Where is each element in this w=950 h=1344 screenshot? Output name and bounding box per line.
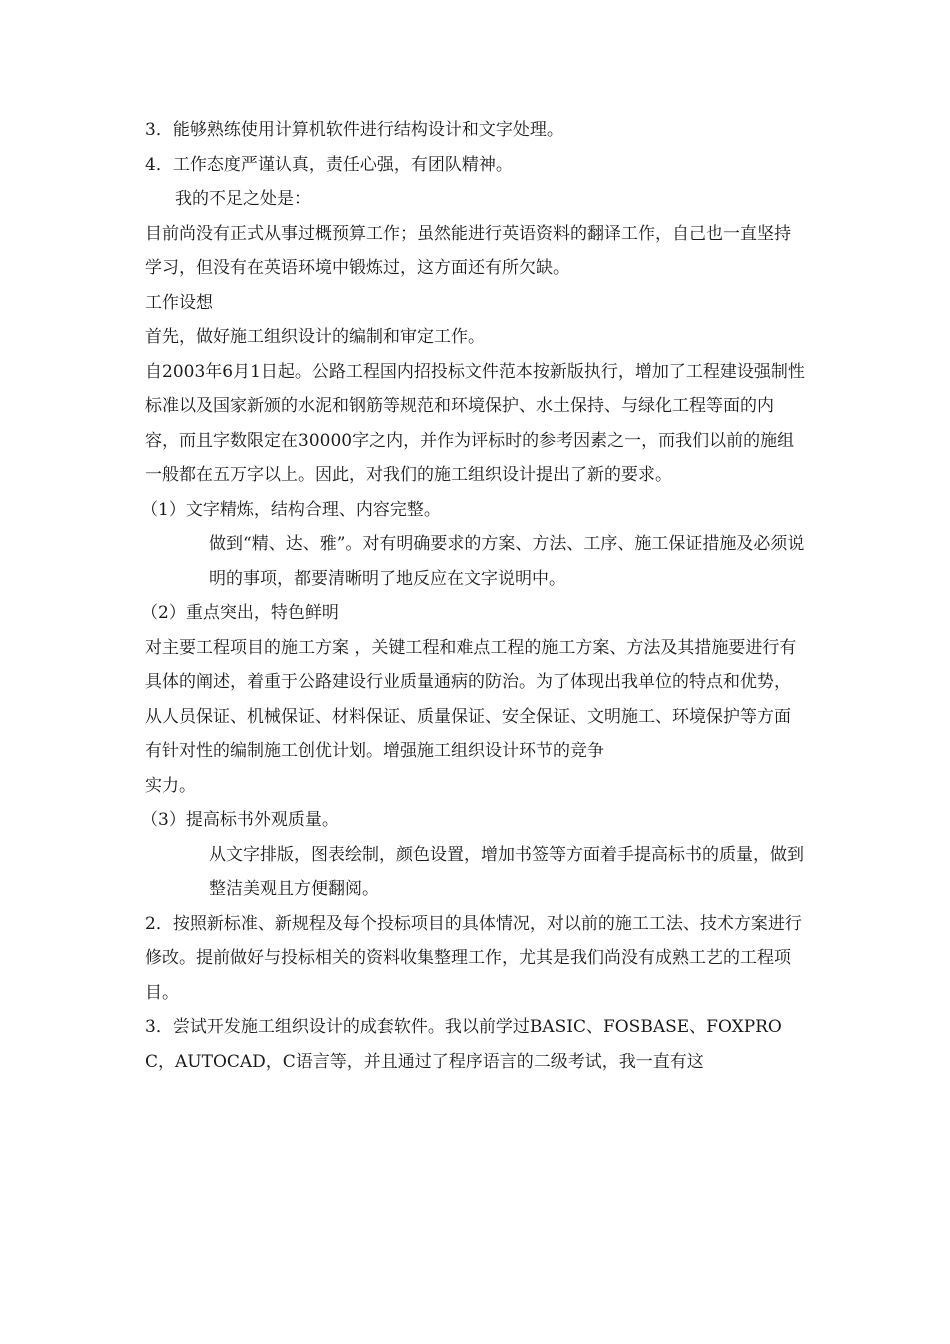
paragraph-point-2: 2．按照新标准、新规程及每个投标项目的具体情况，对以前的施工工法、技术方案进行修改。提前做好与投标相关的资料收集整理工作，尤其是我们尚没有成熟工艺的工程项目。: [145, 913, 802, 1003]
section-heading-work-plan: 工作设想: [145, 292, 213, 313]
paragraph-skill-3: 3．能够熟练使用计算机软件进行结构设计和文字处理。: [145, 120, 564, 140]
item-heading-3: （3）提高标书外观质量。: [141, 810, 339, 830]
paragraph-first: 首先，做好施工组织设计的编制和审定工作。: [145, 327, 485, 347]
paragraph-shortcomings-heading: 我的不足之处是：: [175, 189, 311, 209]
paragraph-shortcomings: 目前尚没有正式从事过概预算工作；虽然能进行英语资料的翻译工作，自己也一直坚持学习，但没有在英语环境中锻炼过，这方面还有所欠缺。: [145, 223, 791, 278]
item-body-1: 做到“精、达、雅”。对有明确要求的方案、方法、工序、施工保证措施及必须说明的事项，都要清晰明了地反应在文字说明中。: [209, 534, 805, 589]
paragraph-point-3: 3．尝试开发施工组织设计的成套软件。我以前学过BASIC、FOSBASE、FOXPROC，AUTOCAD，C语言等，并且通过了程序语言的二级考试，我一直有这: [145, 1017, 782, 1072]
item-body-3: 从文字排版，图表绘制，颜色设置，增加书签等方面着手提高标书的质量，做到整洁美观且方便翻阅。: [209, 844, 804, 899]
item-heading-1: （1）文字精炼，结构合理、内容完整。: [141, 499, 441, 520]
item-body-2-continued: 实力。: [145, 775, 196, 796]
paragraph-skill-4: 4．工作态度严谨认真，责任心强，有团队精神。: [145, 154, 513, 175]
document-body: [141, 113, 805, 1079]
paragraph-tender-background: 自2003年6月1日起。公路工程国内招投标文件范本按新版执行，增加了工程建设强制性标准以及国家新颁的水泥和钢筋等规范和环境保护、水土保持、与绿化工程等面的内容，而且字数限定在30000字之内，并作为评标时的参考因素之一，而我们以前的施组一般都在五万字以上。因此，对我们的施工组织设计提出了新的要求。: [145, 361, 805, 485]
item-body-2: 对主要工程项目的施工方案 ，关键工程和难点工程的施工方案、方法及其措施要进行有具体的阐述，着重于公路建设行业质量通病的防治。为了体现出我单位的特点和优势，从人员保证、机械保证、材料保证、质量保证、安全保证、文明施工、环境保护等方面有针对性的编制施工创优计划。增强施工组织设计环节的竞争: [145, 637, 797, 761]
item-heading-2: （2）重点突出，特色鲜明: [141, 603, 339, 623]
